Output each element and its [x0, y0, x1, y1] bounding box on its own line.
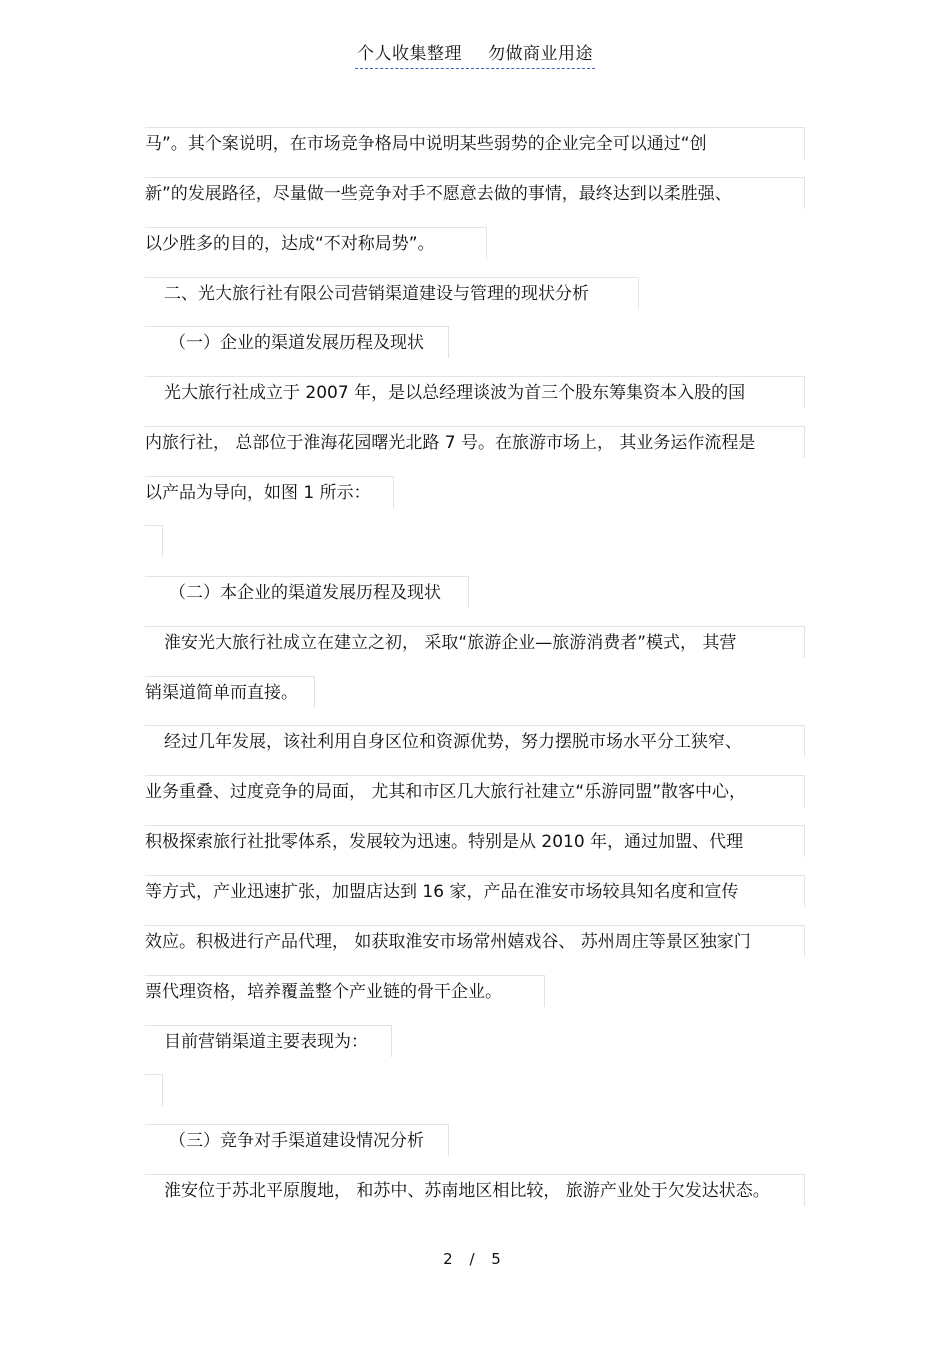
header-left: 个人收集整理 [357, 44, 462, 64]
text-line: 以少胜多的目的，达成“不对称局势”。 [145, 227, 487, 259]
text-line: 淮安光大旅行社成立在建立之初， 采取“旅游企业—旅游消费者”模式， 其营 [145, 626, 805, 658]
subsection-heading: （一）企业的渠道发展历程及现状 [145, 326, 449, 358]
subsection-heading: （三）竞争对手渠道建设情况分析 [145, 1124, 449, 1156]
page-header [0, 42, 950, 68]
text-line: 积极探索旅行社批零体系，发展较为迅速。特别是从 2010 年，通过加盟、代理 [145, 825, 805, 857]
figure-placeholder [145, 525, 163, 557]
text-line: 效应。积极进行产品代理， 如获取淮安市场常州嬉戏谷、 苏州周庄等景区独家门 [145, 925, 805, 957]
header-right: 勿做商业用途 [488, 44, 593, 64]
text-line: 光大旅行社成立于 2007 年，是以总经理谈波为首三个股东筹集资本入股的国 [145, 376, 805, 408]
header-text [355, 42, 595, 69]
text-line: 票代理资格，培养覆盖整个产业链的骨干企业。 [145, 975, 545, 1007]
section-heading: 二、光大旅行社有限公司营销渠道建设与管理的现状分析 [145, 277, 639, 309]
text-line: 等方式，产业迅速扩张，加盟店达到 16 家，产品在淮安市场较具知名度和宣传 [145, 875, 805, 907]
text-line: 新”的发展路径，尽量做一些竞争对手不愿意去做的事情，最终达到以柔胜强、 [145, 177, 805, 209]
text-line: 销渠道简单而直接。 [145, 676, 315, 708]
page-number: 2 / 5 [443, 1250, 507, 1268]
text-line: 淮安位于苏北平原腹地， 和苏中、苏南地区相比较， 旅游产业处于欠发达状态。 [145, 1174, 805, 1206]
text-line: 以产品为导向，如图 1 所示： [145, 476, 394, 508]
text-line: 经过几年发展，该社利用自身区位和资源优势，努力摆脱市场水平分工狭窄、 [145, 725, 805, 757]
text-line: 目前营销渠道主要表现为： [145, 1025, 392, 1057]
text-line: 内旅行社， 总部位于淮海花园曙光北路 7 号。在旅游市场上， 其业务运作流程是 [145, 426, 805, 458]
text-line: 业务重叠、过度竞争的局面， 尤其和市区几大旅行社建立“乐游同盟”散客中心， [145, 775, 805, 807]
subsection-heading: （二）本企业的渠道发展历程及现状 [145, 576, 469, 608]
figure-placeholder [145, 1074, 163, 1106]
text-line: 马”。其个案说明，在市场竞争格局中说明某些弱势的企业完全可以通过“创 [145, 127, 805, 159]
